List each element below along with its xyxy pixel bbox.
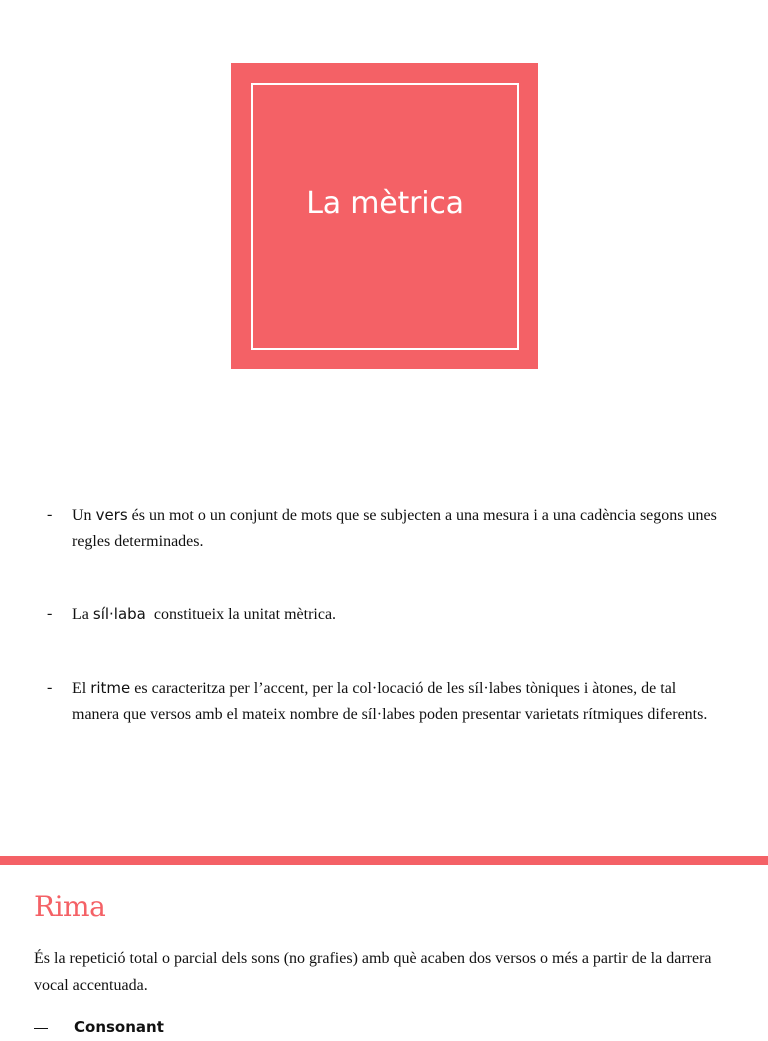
bullet-prefix: El	[72, 680, 91, 697]
bullet-rest: es caracteritza per l’accent, per la col·locació de les síl·labes tòniques i àtones, de tal manera que versos amb el mateix nombre de síl·labes poden presentar varietats rítmiques diferents.	[72, 680, 708, 723]
bullet-text	[72, 601, 727, 628]
title-card-frame	[251, 83, 519, 350]
bullet-text	[72, 502, 727, 555]
bullet-item-vers	[47, 502, 727, 555]
bullet-dash: -	[47, 679, 53, 696]
bullet-item-sillaba	[47, 601, 727, 628]
bullet-keyword: ritme	[90, 679, 131, 697]
bullet-text	[72, 675, 727, 728]
bullet-keyword: síl·laba	[92, 605, 146, 623]
bullet-dash: -	[47, 506, 53, 523]
bullet-rest: és un mot o un conjunt de mots que se subjecten a una mesura i a una cadència segons unes regles determinades.	[72, 507, 717, 550]
bullet-rest: constitueix la unitat mètrica.	[145, 606, 337, 623]
title-card-heading: La mètrica	[306, 186, 464, 221]
section-divider	[0, 856, 768, 865]
rima-heading: Rima	[34, 890, 106, 923]
title-card	[231, 63, 538, 369]
bullet-dash: -	[47, 605, 53, 622]
bullet-keyword: vers	[95, 506, 128, 524]
rima-paragraph: És la repetició total o parcial dels sons (no grafies) amb què acaben dos versos o més a partir de la darrera vocal accentuada.	[34, 950, 712, 994]
bullet-item-ritme	[47, 675, 727, 728]
rima-next-keyword: Consonant	[74, 1018, 164, 1036]
bullet-prefix: La	[72, 606, 93, 623]
bullet-prefix: Un	[72, 507, 96, 524]
rima-next-line	[34, 1014, 734, 1041]
